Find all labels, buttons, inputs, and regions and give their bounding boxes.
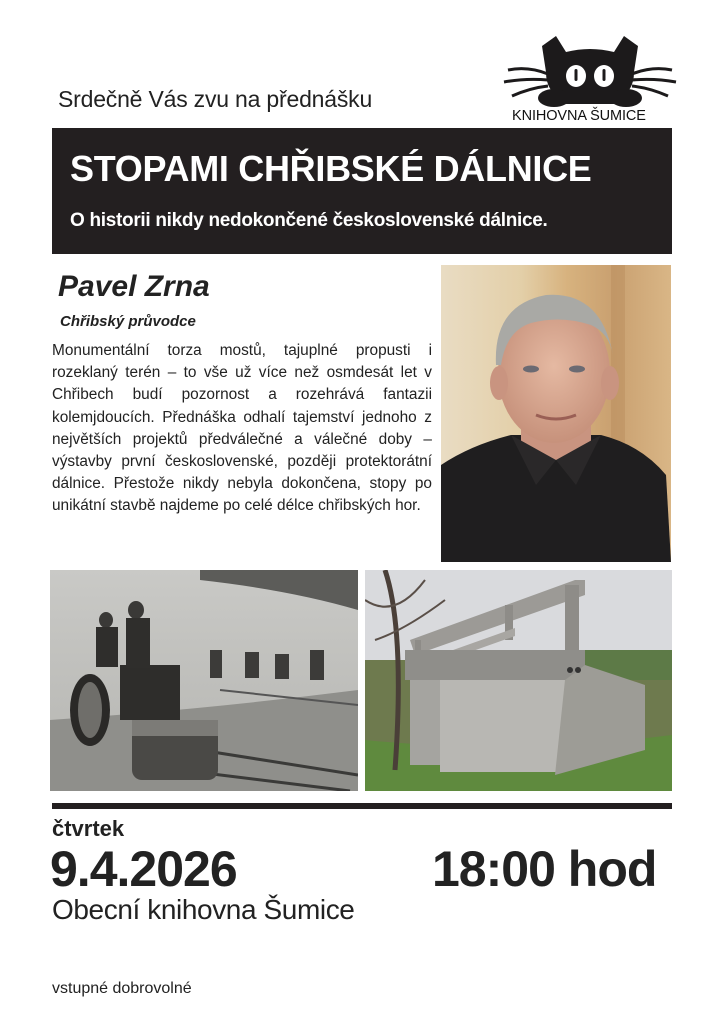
logo-text: KNIHOVNA ŠUMICE <box>512 108 646 124</box>
invitation-text: Srdečně Vás zvu na přednášku <box>58 86 373 112</box>
speaker-portrait-photo <box>441 265 671 562</box>
event-day: čtvrtek <box>52 816 125 841</box>
entry-fee-note: vstupné dobrovolné <box>52 980 192 997</box>
lecture-subtitle: O historii nikdy nedokončené československé dálnice. <box>70 210 548 231</box>
lecture-description: Monumentální torza mostů, tajuplné propusti i rozeklaný terén – to vše už více než osmdesát let v Chřibech budí pozornost a rozehrává fantazii kolemjdoucích. Přednáška odhalí tajemství jednoho z největších projektů předválečné a válečné doby – výstavby první československé, později protektorátní dálnice. Přestože nikdy nebyla dokončena, stopy po unikátní stavbě najdeme po celé délce chřibských hor. <box>52 342 432 515</box>
speaker-role: Chřibský průvodce <box>60 313 196 330</box>
divider-bar <box>52 803 672 809</box>
event-time: 18:00 hod <box>432 841 657 897</box>
lecture-title: STOPAMI CHŘIBSKÉ DÁLNICE <box>70 148 592 189</box>
library-logo <box>500 36 680 130</box>
concrete-bridge-ruin-photo <box>365 570 672 791</box>
cat-icon <box>500 36 680 108</box>
event-date: 9.4.2026 <box>50 841 237 897</box>
event-venue: Obecní knihovna Šumice <box>52 894 355 925</box>
speaker-name: Pavel Zrna <box>58 270 210 303</box>
historical-road-construction-photo <box>50 570 358 791</box>
title-banner <box>52 128 672 254</box>
